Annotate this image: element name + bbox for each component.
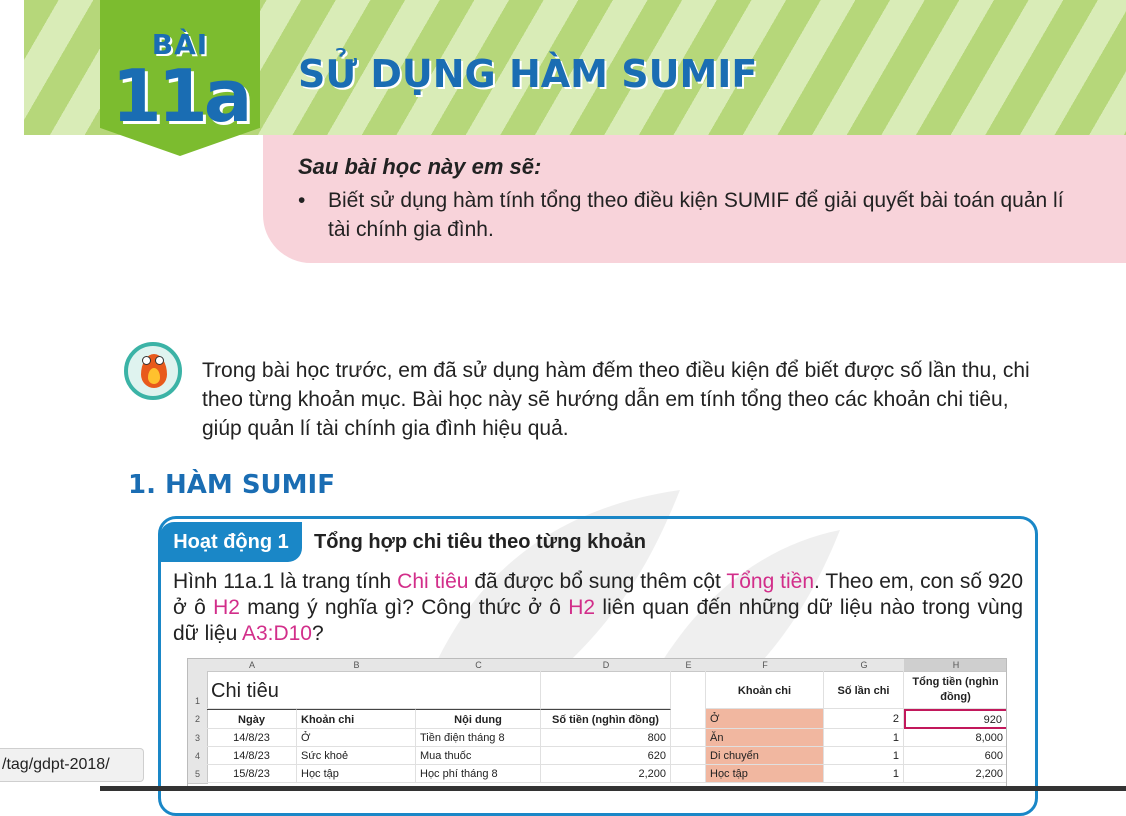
row-header: 1 — [188, 671, 208, 710]
selected-total-cell: 920 — [904, 709, 1007, 729]
range-ref: A3:D10 — [241, 622, 312, 645]
activity-label: Hoạt động 1 — [160, 522, 302, 562]
count-cell: 1 — [824, 765, 904, 783]
amount-cell: 2,200 — [541, 765, 671, 783]
question-text: đã được bổ sung thêm cột — [468, 570, 727, 593]
total-cell: 8,000 — [904, 729, 1007, 747]
category-cell: Học tập — [706, 765, 824, 783]
row-header: 4 — [188, 747, 208, 766]
cell-ref: H2 — [568, 596, 596, 619]
empty-cell — [671, 765, 706, 783]
empty-cell — [671, 747, 706, 765]
question-text: Hình 11a.1 là trang tính — [173, 570, 398, 593]
column-header: F — [706, 659, 825, 672]
bullet-icon: • — [298, 189, 306, 212]
lesson-title: SỬ DỤNG HÀM SUMIF — [298, 52, 758, 96]
header-cell: Khoản chi — [706, 671, 824, 709]
objectives-heading: Sau bài học này em sẽ: — [298, 154, 542, 179]
total-cell: 2,200 — [904, 765, 1007, 783]
column-header: B — [297, 659, 417, 672]
bottom-edge-bar — [100, 786, 1126, 791]
column-header: C — [416, 659, 542, 672]
sheet-name-ref: Chi tiêu — [397, 570, 469, 593]
lesson-number: 11a — [111, 54, 249, 138]
empty-cell — [671, 671, 706, 729]
header-cell: Tổng tiền (nghìn đồng) — [904, 671, 1007, 709]
description-cell: Mua thuốc — [416, 747, 541, 765]
row-header: 5 — [188, 765, 208, 784]
count-cell: 1 — [824, 729, 904, 747]
question-text: liên quan đến những dữ liệu nào trong vùng dữ liệu — [173, 596, 1023, 645]
question-text: ? — [311, 622, 324, 645]
row-header: 3 — [188, 729, 208, 748]
header-cell: Số tiền (nghìn đồng) — [541, 709, 671, 729]
objective-text: Biết sử dụng hàm tính tổng theo điều kiện SUMIF để giải quyết bài toán quản lí tài chính gia đình. — [328, 189, 1064, 241]
lesson-label: BÀI — [151, 28, 209, 61]
category-cell: Học tập — [297, 765, 416, 783]
category-cell: Di chuyển — [706, 747, 824, 765]
description-cell: Tiền điện tháng 8 — [416, 729, 541, 747]
category-cell: Sức khoẻ — [297, 747, 416, 765]
column-name-ref: Tổng tiền — [726, 570, 815, 593]
header-cell: Nội dung — [416, 709, 541, 729]
sheet-title-cell: Chi tiêu — [207, 671, 416, 709]
category-cell: Ở — [706, 709, 824, 729]
count-cell: 1 — [824, 747, 904, 765]
header-cell: Khoản chi — [297, 709, 416, 729]
row-header: 2 — [188, 709, 208, 730]
amount-cell: 800 — [541, 729, 671, 747]
date-cell: 15/8/23 — [207, 765, 297, 783]
activity-question — [173, 569, 1023, 647]
column-header: G — [824, 659, 905, 672]
header-cell: Số lần chi — [824, 671, 904, 709]
column-header: D — [541, 659, 672, 672]
intro-paragraph: Trong bài học trước, em đã sử dụng hàm đếm theo điều kiện để biết được số lần thu, chi theo từng khoản mục. Bài học này sẽ hướng dẫn em tính tổng theo các khoản chi tiêu, giúp quản lí tài chính gia đình hiệu quả. — [202, 359, 1030, 440]
spreadsheet-figure — [187, 658, 1007, 791]
empty-cell — [416, 671, 541, 709]
date-cell: 14/8/23 — [207, 729, 297, 747]
cell-ref: H2 — [213, 596, 240, 619]
objective-item — [298, 186, 1078, 244]
column-header: A — [207, 659, 298, 672]
column-header: H — [904, 659, 1007, 672]
amount-cell: 620 — [541, 747, 671, 765]
empty-cell — [671, 729, 706, 747]
flame-mascot-icon — [124, 342, 182, 400]
date-cell: 14/8/23 — [207, 747, 297, 765]
total-cell: 600 — [904, 747, 1007, 765]
empty-cell — [541, 671, 671, 709]
header-cell: Ngày — [207, 709, 297, 729]
description-cell: Học phí tháng 8 — [416, 765, 541, 783]
question-text: mang ý nghĩa gì? Công thức ở ô — [239, 596, 569, 619]
status-url: /tag/gdpt-2018/ — [0, 748, 144, 782]
count-cell: 2 — [824, 709, 904, 729]
category-cell: Ăn — [706, 729, 824, 747]
activity-title: Tổng hợp chi tiêu theo từng khoản — [314, 531, 647, 553]
column-header: E — [671, 659, 707, 672]
section-title: 1. HÀM SUMIF — [128, 470, 335, 500]
category-cell: Ở — [297, 729, 416, 747]
question-text: . Theo em, con số 920 ở ô — [173, 570, 1024, 619]
